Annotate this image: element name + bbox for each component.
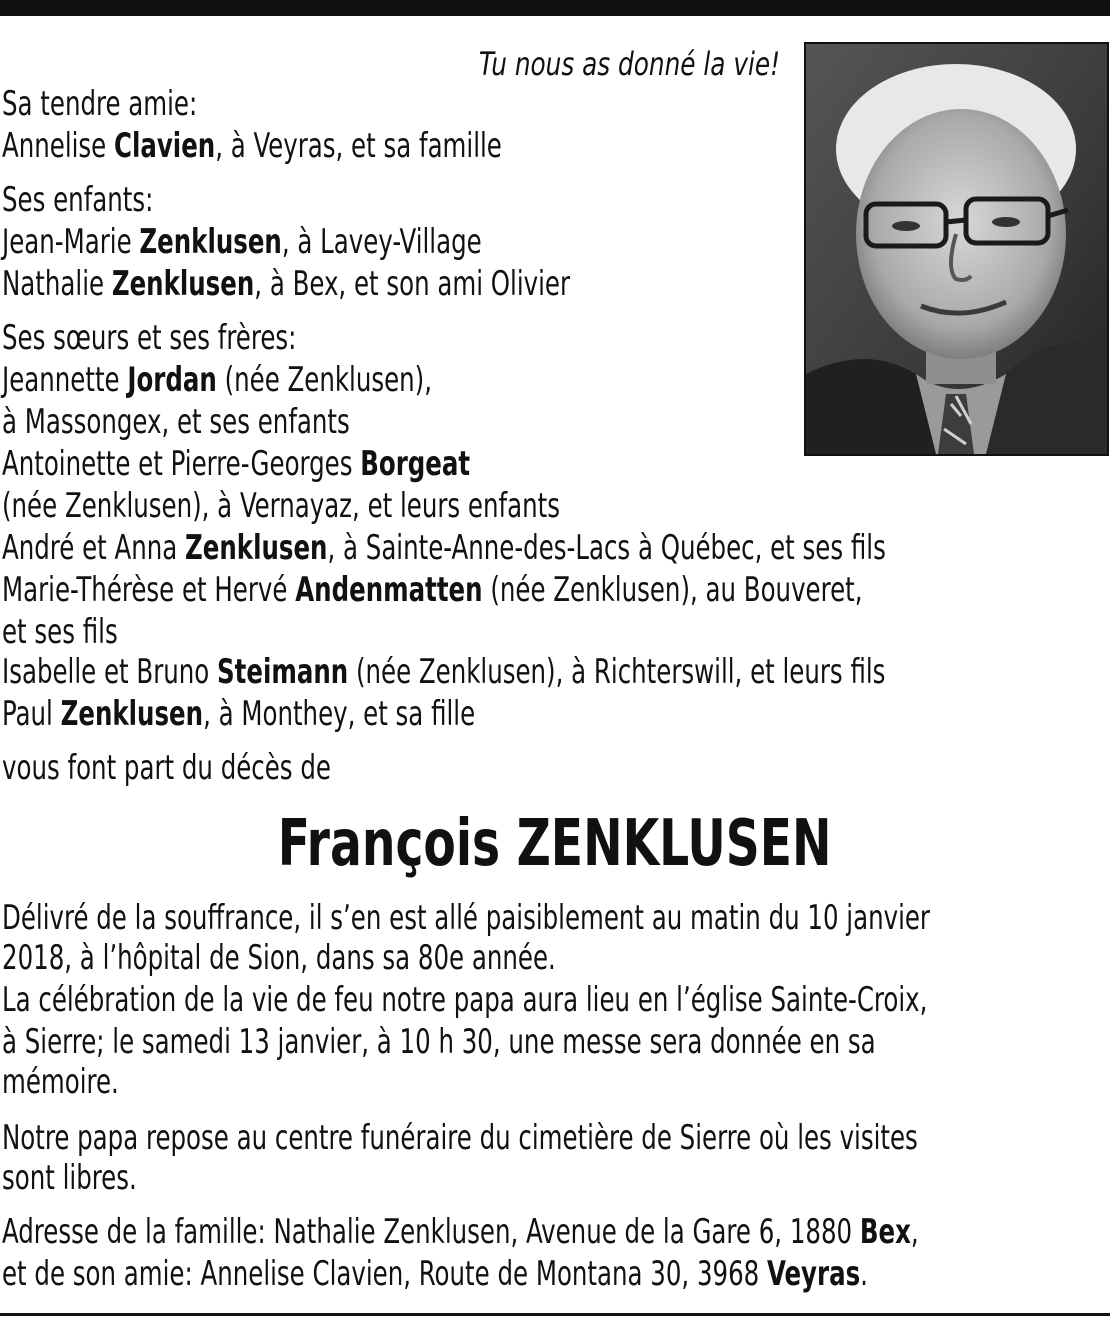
partner-heading: Sa tendre amie: bbox=[2, 84, 198, 124]
sibling-line-4: (née Zenklusen), à Vernayaz, et leurs enfants bbox=[2, 486, 560, 526]
sibling-rest: , à Monthey, et sa fille bbox=[203, 694, 476, 734]
body-line-4: à Sierre; le samedi 13 janvier, à 10 h 30, une messe sera donnée en sa bbox=[2, 1022, 876, 1062]
sibling-line-3 bbox=[2, 444, 470, 484]
body-line-1: Délivré de la souffrance, il s’en est allé paisiblement au matin du 10 janvier bbox=[2, 898, 930, 938]
bottom-border-rule bbox=[0, 1313, 1110, 1316]
sibling-rest: (née Zenklusen), à Richterswill, et leurs fils bbox=[348, 652, 886, 692]
sibling-rest: , à Sainte-Anne-des-Lacs à Québec, et ses fils bbox=[327, 528, 886, 568]
children-heading: Ses enfants: bbox=[2, 180, 154, 220]
portrait-photo bbox=[804, 42, 1109, 456]
deceased-name bbox=[0, 806, 1110, 882]
child-first: Jean-Marie bbox=[2, 222, 140, 262]
sibling-surname: Andenmatten bbox=[295, 570, 483, 610]
partner-surname: Clavien bbox=[114, 126, 216, 166]
sibling-line-8 bbox=[2, 652, 885, 692]
address-text: et de son amie: Annelise Clavien, Route de Montana 30, 3968 bbox=[2, 1254, 767, 1294]
child-surname: Zenklusen bbox=[111, 264, 255, 304]
deceased-name-text: François ZENKLUSEN bbox=[278, 807, 832, 881]
body-line-7: sont libres. bbox=[2, 1158, 137, 1198]
body-line-2: 2018, à l’hôpital de Sion, dans sa 80e année. bbox=[2, 938, 556, 978]
child-line-1 bbox=[2, 222, 482, 262]
sibling-surname: Zenklusen bbox=[60, 694, 204, 734]
address-city: Veyras bbox=[766, 1254, 861, 1294]
sibling-rest: (née Zenklusen), bbox=[216, 360, 432, 400]
sibling-line-2: à Massongex, et ses enfants bbox=[2, 402, 350, 442]
body-line-6: Notre papa repose au centre funéraire du cimetière de Sierre où les visites bbox=[2, 1118, 918, 1158]
sibling-line-1 bbox=[2, 360, 432, 400]
sibling-first: Antoinette et Pierre-Georges bbox=[2, 444, 361, 484]
child-first: Nathalie bbox=[2, 264, 112, 304]
sibling-first: Paul bbox=[2, 694, 61, 734]
body-line-3: La célébration de la vie de feu notre papa aura lieu en l’église Sainte-Croix, bbox=[2, 980, 928, 1020]
sibling-first: Jeannette bbox=[2, 360, 128, 400]
top-border-rule bbox=[0, 0, 1110, 16]
motto-text: Tu nous as donné la vie! bbox=[478, 45, 780, 83]
child-line-2 bbox=[2, 264, 570, 304]
address-line-1 bbox=[2, 1212, 919, 1252]
siblings-heading: Ses sœurs et ses frères: bbox=[2, 318, 297, 358]
portrait-image bbox=[806, 44, 1107, 454]
address-city: Bex bbox=[859, 1212, 911, 1252]
sibling-first: André et Anna bbox=[2, 528, 186, 568]
sibling-rest: (née Zenklusen), au Bouveret, bbox=[482, 570, 863, 610]
address-punct: . bbox=[860, 1254, 868, 1294]
sibling-surname: Zenklusen bbox=[185, 528, 328, 568]
sibling-surname: Jordan bbox=[127, 360, 217, 400]
sibling-line-5 bbox=[2, 528, 886, 568]
sibling-first: Isabelle et Bruno bbox=[2, 652, 218, 692]
child-rest: , à Lavey-Village bbox=[281, 222, 482, 262]
address-text: Adresse de la famille: Nathalie Zenklusen, Avenue de la Gare 6, 1880 bbox=[2, 1212, 860, 1252]
child-surname: Zenklusen bbox=[139, 222, 282, 262]
sibling-surname: Steimann bbox=[217, 652, 349, 692]
sibling-surname: Borgeat bbox=[360, 444, 471, 484]
address-line-2 bbox=[2, 1254, 868, 1294]
partner-rest: , à Veyras, et sa famille bbox=[215, 126, 502, 166]
child-rest: , à Bex, et son ami Olivier bbox=[254, 264, 571, 304]
partner-line bbox=[2, 126, 502, 166]
sibling-line-9 bbox=[2, 694, 475, 734]
sibling-line-7: et ses fils bbox=[2, 612, 118, 652]
announcement-text: vous font part du décès de bbox=[2, 748, 331, 788]
sibling-line-6 bbox=[2, 570, 862, 610]
partner-first: Annelise bbox=[2, 126, 115, 166]
body-line-5: mémoire. bbox=[2, 1062, 119, 1102]
address-punct: , bbox=[910, 1212, 919, 1252]
sibling-first: Marie-Thérèse et Hervé bbox=[2, 570, 296, 610]
